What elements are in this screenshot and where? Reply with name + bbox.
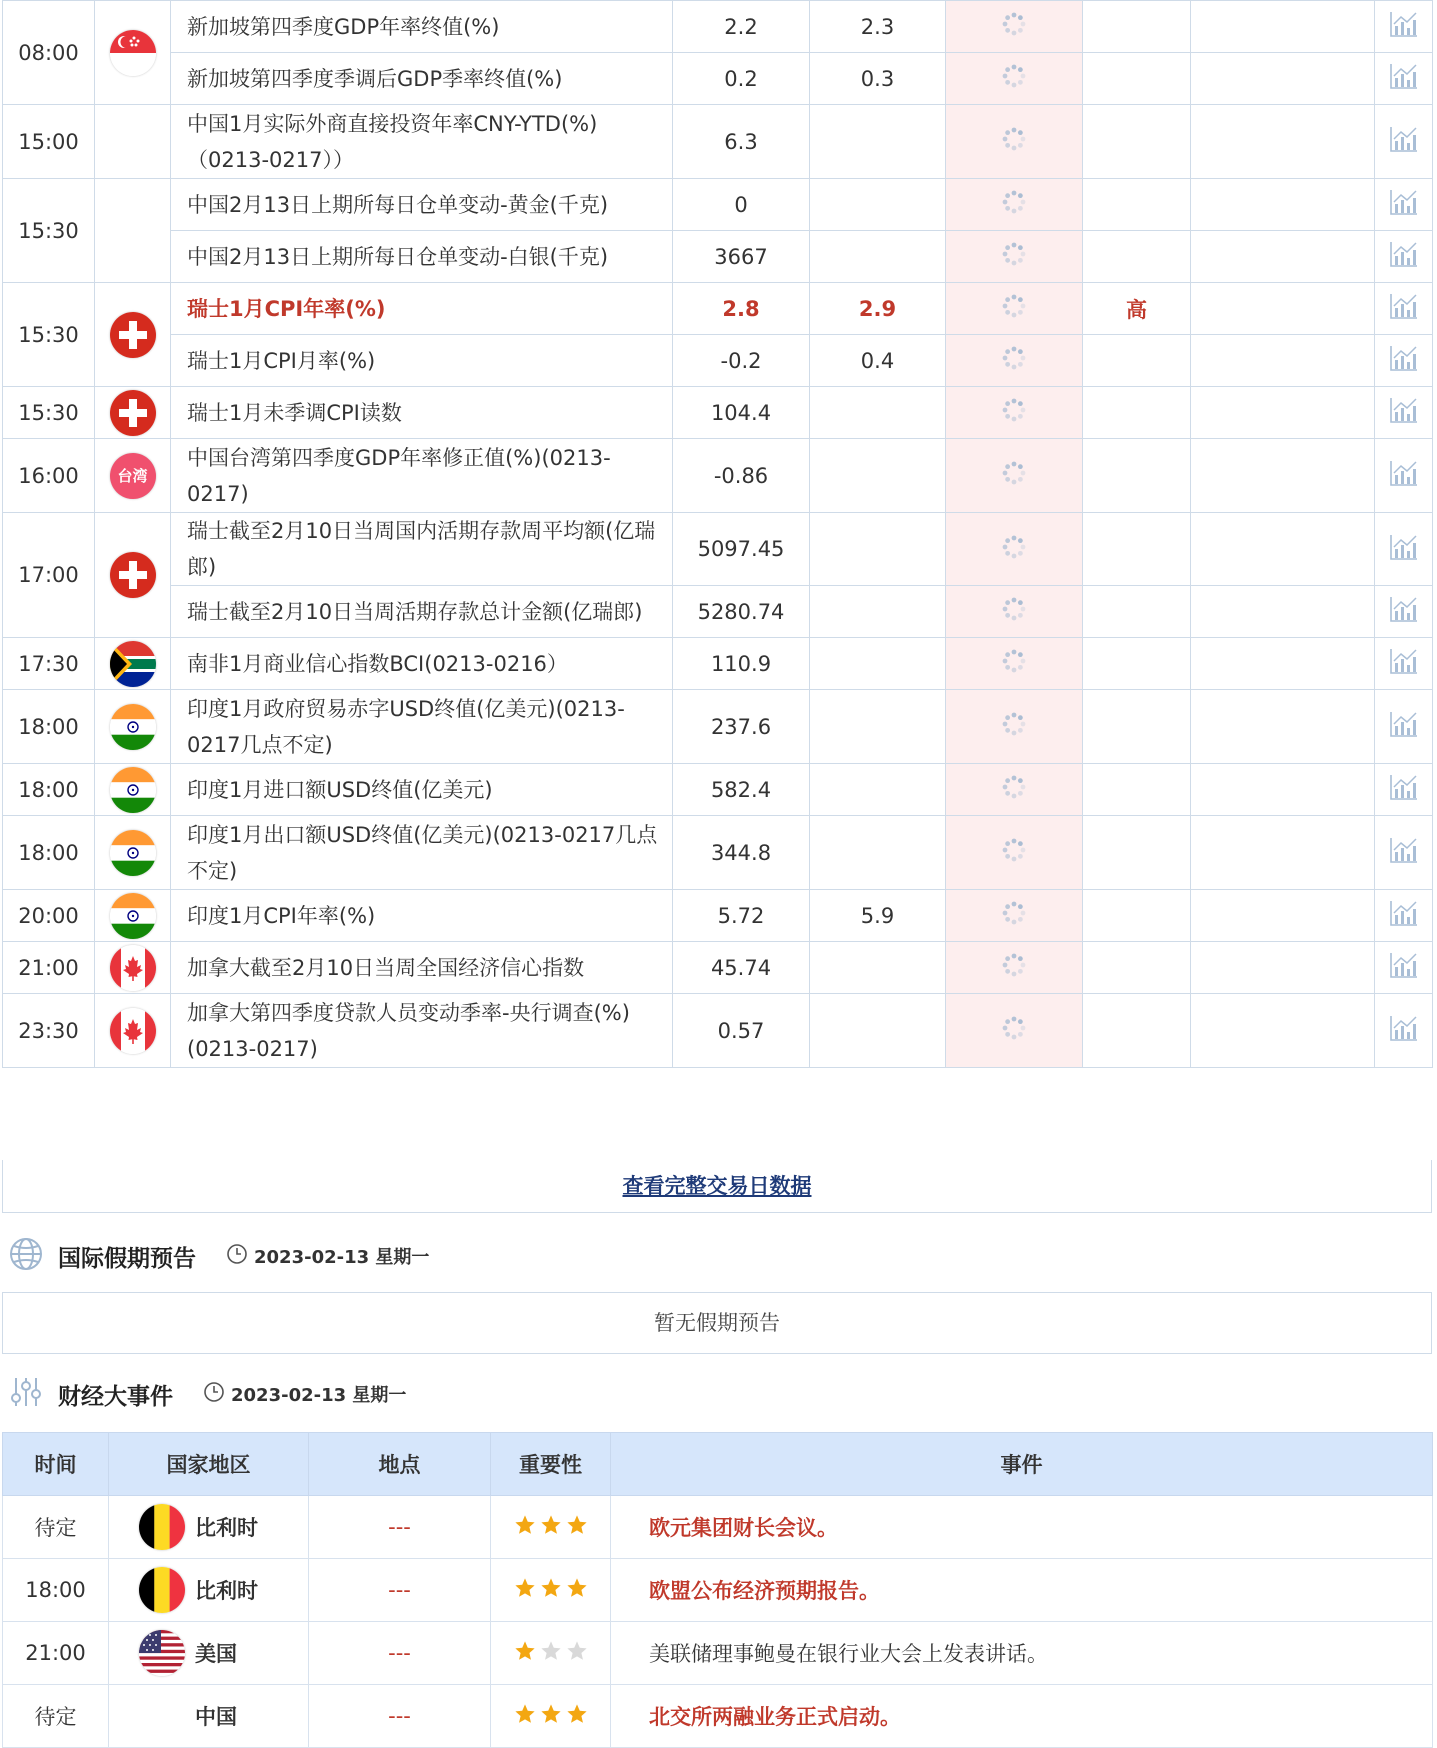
indicator-name[interactable]: 印度1月政府贸易赤字USD终值(亿美元)(0213-0217几点不定) [171,690,673,764]
impact-cell [1191,283,1375,335]
canada-flag-icon [110,945,156,991]
country-flag-cell [95,890,171,942]
event-location: --- [309,1685,491,1748]
star-icon [566,1514,588,1541]
loading-spinner-icon [1001,397,1027,428]
chart-cell [1375,942,1433,994]
chart-cell [1375,335,1433,387]
event-time: 待定 [3,1685,109,1748]
holiday-date [226,1243,429,1270]
indicator-name[interactable]: 新加坡第四季度GDP年率终值(%) [171,1,673,53]
indicator-name[interactable]: 南非1月商业信心指数BCI(0213-0216） [171,638,673,690]
chart-icon[interactable] [1389,125,1419,158]
importance-level [1083,690,1191,764]
data-row [3,942,1433,994]
forecast-value: 2.9 [810,283,946,335]
impact-cell [1191,53,1375,105]
indicator-name[interactable]: 瑞士截至2月10日当周活期存款总计金额(亿瑞郎) [171,586,673,638]
importance-level [1083,1,1191,53]
chart-cell [1375,890,1433,942]
impact-cell [1191,942,1375,994]
previous-value: 5280.74 [673,586,810,638]
event-importance-stars [491,1496,611,1559]
event-importance-stars [491,1559,611,1622]
chart-cell [1375,638,1433,690]
importance-level: 高 [1083,283,1191,335]
chart-icon[interactable] [1389,240,1419,273]
event-row [3,1559,1433,1622]
impact-cell [1191,994,1375,1068]
chart-cell [1375,179,1433,231]
india-flag-icon [110,893,156,939]
country-flag-cell [95,690,171,764]
previous-value: 104.4 [673,387,810,439]
event-row [3,1685,1433,1748]
data-row [3,764,1433,816]
clock-icon [226,1243,248,1270]
event-row [3,1622,1433,1685]
actual-value-cell [946,105,1083,179]
loading-spinner-icon [1001,1015,1027,1046]
country-flag-cell [95,105,171,179]
indicator-name[interactable]: 中国2月13日上期所每日仓单变动-黄金(千克) [171,179,673,231]
event-country [109,1685,309,1748]
chart-icon[interactable] [1389,836,1419,869]
singapore-flag-icon [110,30,156,76]
indicator-name[interactable]: 新加坡第四季度季调后GDP季率终值(%) [171,53,673,105]
clock-icon [203,1381,225,1408]
indicator-name[interactable]: 加拿大截至2月10日当周全国经济信心指数 [171,942,673,994]
indicator-name[interactable]: 瑞士截至2月10日当周国内活期存款周平均额(亿瑞郎) [171,513,673,586]
holiday-date-text: 2023-02-13 星期一 [254,1247,430,1268]
impact-cell [1191,764,1375,816]
star-icon [540,1703,562,1730]
data-row [3,387,1433,439]
indicator-name[interactable]: 中国1月实际外商直接投资年率CNY-YTD(%)（0213-0217）） [171,105,673,179]
event-description[interactable]: 美联储理事鲍曼在银行业大会上发表讲话。 [611,1622,1433,1685]
impact-cell [1191,387,1375,439]
loading-spinner-icon [1001,774,1027,805]
chart-icon[interactable] [1389,773,1419,806]
previous-value: 6.3 [673,105,810,179]
event-time: 18:00 [3,764,95,816]
forecast-value [810,387,946,439]
loading-spinner-icon [1001,460,1027,491]
indicator-name[interactable]: 印度1月进口额USD终值(亿美元) [171,764,673,816]
country-flag-cell [95,638,171,690]
star-icon [540,1514,562,1541]
belgium-flag-icon [139,1567,185,1613]
loading-spinner-icon [1001,711,1027,742]
chart-icon[interactable] [1389,1014,1419,1047]
events-section-title: 财经大事件 [58,1383,173,1410]
actual-value-cell [946,231,1083,283]
impact-cell [1191,690,1375,764]
data-row [3,638,1433,690]
more-data-row [2,1160,1432,1213]
importance-level [1083,994,1191,1068]
data-row [3,335,1433,387]
data-row [3,994,1433,1068]
previous-value: 0 [673,179,810,231]
impact-cell [1191,513,1375,586]
actual-value-cell [946,890,1083,942]
actual-value-cell [946,942,1083,994]
header-event: 事件 [611,1433,1433,1496]
country-name: 美国 [195,1642,237,1666]
actual-value-cell [946,53,1083,105]
forecast-value: 0.4 [810,335,946,387]
actual-value-cell [946,638,1083,690]
previous-value: 344.8 [673,816,810,890]
event-time: 18:00 [3,1559,109,1622]
forecast-value [810,105,946,179]
forecast-value [810,942,946,994]
importance-level [1083,586,1191,638]
events-section-header [8,1374,406,1414]
country-flag-cell [95,764,171,816]
event-description[interactable]: 欧元集团财长会议。 [611,1496,1433,1559]
importance-level [1083,179,1191,231]
actual-value-cell [946,283,1083,335]
canada-flag-icon [110,1008,156,1054]
event-time: 18:00 [3,690,95,764]
event-time: 16:00 [3,439,95,513]
impact-cell [1191,439,1375,513]
previous-value: 5097.45 [673,513,810,586]
previous-value: 237.6 [673,690,810,764]
globe-icon [8,1236,44,1276]
impact-cell [1191,890,1375,942]
chart-icon[interactable] [1389,396,1419,429]
event-time: 21:00 [3,942,95,994]
importance-level [1083,105,1191,179]
previous-value: -0.86 [673,439,810,513]
star-icon [540,1640,562,1667]
event-time: 15:00 [3,105,95,179]
india-flag-icon [110,767,156,813]
events-date [203,1381,406,1408]
actual-value-cell [946,179,1083,231]
event-time: 15:30 [3,283,95,387]
event-time: 17:30 [3,638,95,690]
chart-cell [1375,816,1433,890]
indicator-name[interactable]: 瑞士1月CPI月率(%) [171,335,673,387]
chart-icon[interactable] [1389,710,1419,743]
view-full-day-link[interactable]: 查看完整交易日数据 [622,1174,812,1198]
chart-cell [1375,764,1433,816]
star-icon [514,1640,536,1667]
indicator-name[interactable]: 加拿大第四季度贷款人员变动季率-央行调查(%)(0213-0217) [171,994,673,1068]
data-row [3,231,1433,283]
country-name: 比利时 [195,1516,258,1540]
chart-icon[interactable] [1389,595,1419,628]
chart-icon[interactable] [1389,344,1419,377]
importance-level [1083,816,1191,890]
forecast-value [810,994,946,1068]
actual-value-cell [946,690,1083,764]
event-time: 15:30 [3,387,95,439]
chart-cell [1375,513,1433,586]
star-icon [566,1577,588,1604]
previous-value: -0.2 [673,335,810,387]
previous-value: 3667 [673,231,810,283]
loading-spinner-icon [1001,900,1027,931]
previous-value: 110.9 [673,638,810,690]
india-flag-icon [110,704,156,750]
importance-level [1083,942,1191,994]
loading-spinner-icon [1001,534,1027,565]
impact-cell [1191,586,1375,638]
indicator-name[interactable]: 中国2月13日上期所每日仓单变动-白银(千克) [171,231,673,283]
event-time: 21:00 [3,1622,109,1685]
switzerland-flag-icon [110,390,156,436]
loading-spinner-icon [1001,648,1027,679]
holiday-section-title: 国际假期预告 [58,1245,196,1272]
previous-value: 2.2 [673,1,810,53]
data-row [3,283,1433,335]
chart-cell [1375,387,1433,439]
event-importance-stars [491,1622,611,1685]
importance-level [1083,53,1191,105]
indicator-name[interactable]: 瑞士1月未季调CPI读数 [171,387,673,439]
chart-cell [1375,586,1433,638]
country-name: 中国 [195,1705,237,1729]
events-header-row [3,1433,1433,1496]
loading-spinner-icon [1001,126,1027,157]
country-flag-cell [95,942,171,994]
switzerland-flag-icon [110,552,156,598]
data-row [3,816,1433,890]
impact-cell [1191,105,1375,179]
actual-value-cell [946,439,1083,513]
chart-icon[interactable] [1389,647,1419,680]
actual-value-cell [946,513,1083,586]
loading-spinner-icon [1001,596,1027,627]
events-table [2,1432,1433,1748]
chart-icon[interactable] [1389,10,1419,43]
star-icon [514,1514,536,1541]
forecast-value [810,816,946,890]
holiday-section-header [8,1236,429,1276]
chart-cell [1375,283,1433,335]
chart-icon[interactable] [1389,292,1419,325]
event-location: --- [309,1622,491,1685]
event-country [109,1622,309,1685]
event-importance-stars [491,1685,611,1748]
chart-icon[interactable] [1389,459,1419,492]
country-flag-cell [95,179,171,283]
chart-icon[interactable] [1389,62,1419,95]
country-flag-cell [95,283,171,387]
chart-cell [1375,994,1433,1068]
chart-cell [1375,53,1433,105]
star-icon [514,1577,536,1604]
south-africa-flag-icon [110,641,156,687]
previous-value: 582.4 [673,764,810,816]
importance-level [1083,764,1191,816]
flag-placeholder [139,1693,185,1739]
impact-cell [1191,816,1375,890]
previous-value: 45.74 [673,942,810,994]
sliders-icon [8,1374,44,1414]
data-row [3,179,1433,231]
previous-value: 5.72 [673,890,810,942]
header-importance: 重要性 [491,1433,611,1496]
usa-flag-icon [139,1630,185,1676]
impact-cell [1191,1,1375,53]
indicator-name[interactable]: 印度1月CPI年率(%) [171,890,673,942]
loading-spinner-icon [1001,11,1027,42]
header-time: 时间 [3,1433,109,1496]
event-description[interactable]: 北交所两融业务正式启动。 [611,1685,1433,1748]
actual-value-cell [946,387,1083,439]
importance-level [1083,638,1191,690]
event-location: --- [309,1496,491,1559]
economic-data-table [2,0,1433,1068]
chart-icon[interactable] [1389,533,1419,566]
forecast-value [810,638,946,690]
country-flag-cell [95,994,171,1068]
forecast-value: 0.3 [810,53,946,105]
taiwan-badge-icon [110,453,156,499]
forecast-value [810,690,946,764]
events-date-text: 2023-02-13 星期一 [231,1385,407,1406]
actual-value-cell [946,586,1083,638]
importance-level [1083,335,1191,387]
chart-cell [1375,439,1433,513]
chart-icon[interactable] [1389,899,1419,932]
actual-value-cell [946,764,1083,816]
impact-cell [1191,179,1375,231]
chart-icon[interactable] [1389,951,1419,984]
forecast-value [810,764,946,816]
forecast-value: 2.3 [810,1,946,53]
header-country: 国家地区 [109,1433,309,1496]
impact-cell [1191,231,1375,283]
indicator-name[interactable]: 印度1月出口额USD终值(亿美元)(0213-0217几点不定) [171,816,673,890]
forecast-value [810,231,946,283]
data-row [3,1,1433,53]
loading-spinner-icon [1001,837,1027,868]
country-name: 比利时 [195,1579,258,1603]
country-flag-cell [95,513,171,638]
importance-level [1083,439,1191,513]
event-time: 17:00 [3,513,95,638]
event-country [109,1559,309,1622]
importance-level [1083,513,1191,586]
importance-level [1083,387,1191,439]
header-location: 地点 [309,1433,491,1496]
actual-value-cell [946,1,1083,53]
data-row [3,586,1433,638]
data-row [3,513,1433,586]
loading-spinner-icon [1001,345,1027,376]
previous-value: 0.57 [673,994,810,1068]
event-time: 20:00 [3,890,95,942]
previous-value: 2.8 [673,283,810,335]
belgium-flag-icon [139,1504,185,1550]
actual-value-cell [946,816,1083,890]
importance-level [1083,231,1191,283]
forecast-value: 5.9 [810,890,946,942]
event-country [109,1496,309,1559]
importance-level [1083,890,1191,942]
impact-cell [1191,335,1375,387]
data-row [3,890,1433,942]
data-row [3,53,1433,105]
country-flag-cell [95,816,171,890]
event-description[interactable]: 欧盟公布经济预期报告。 [611,1559,1433,1622]
chart-cell [1375,690,1433,764]
chart-cell [1375,105,1433,179]
country-flag-cell [95,387,171,439]
loading-spinner-icon [1001,952,1027,983]
holiday-empty-message: 暂无假期预告 [2,1292,1432,1354]
star-icon [566,1640,588,1667]
country-flag-cell [95,439,171,513]
event-row [3,1496,1433,1559]
event-time: 15:30 [3,179,95,283]
indicator-name[interactable]: 瑞士1月CPI年率(%) [171,283,673,335]
actual-value-cell [946,335,1083,387]
event-location: --- [309,1559,491,1622]
loading-spinner-icon [1001,293,1027,324]
impact-cell [1191,638,1375,690]
previous-value: 0.2 [673,53,810,105]
star-icon [540,1577,562,1604]
data-row [3,439,1433,513]
forecast-value [810,179,946,231]
chart-cell [1375,1,1433,53]
loading-spinner-icon [1001,63,1027,94]
indicator-name[interactable]: 中国台湾第四季度GDP年率修正值(%)(0213-0217) [171,439,673,513]
forecast-value [810,513,946,586]
chart-cell [1375,231,1433,283]
loading-spinner-icon [1001,241,1027,272]
actual-value-cell [946,994,1083,1068]
forecast-value [810,439,946,513]
event-time: 18:00 [3,816,95,890]
star-icon [514,1703,536,1730]
switzerland-flag-icon [110,312,156,358]
event-time: 23:30 [3,994,95,1068]
india-flag-icon [110,830,156,876]
country-flag-cell [95,1,171,105]
loading-spinner-icon [1001,189,1027,220]
taiwan-badge-text: 台湾 [117,466,148,485]
star-icon [566,1703,588,1730]
event-time: 08:00 [3,1,95,105]
data-row [3,105,1433,179]
event-time: 待定 [3,1496,109,1559]
data-row [3,690,1433,764]
forecast-value [810,586,946,638]
chart-icon[interactable] [1389,188,1419,221]
